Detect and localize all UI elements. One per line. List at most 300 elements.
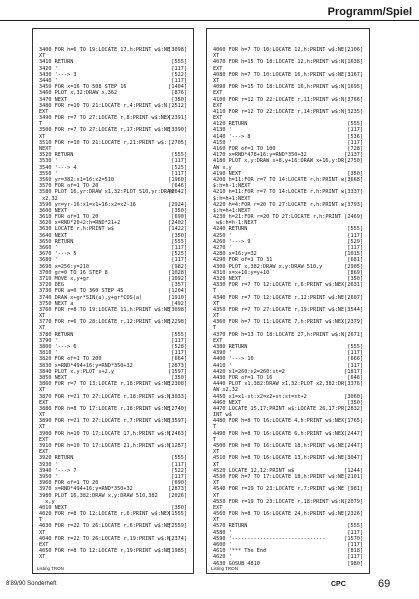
checksum: [1960] bbox=[168, 176, 187, 183]
checksum: [1597] bbox=[168, 368, 187, 375]
checksum: [2026] bbox=[168, 492, 187, 499]
code-text: 4150 ' bbox=[213, 139, 232, 146]
checksum: [2447] bbox=[344, 443, 363, 449]
checksum: [3235] bbox=[344, 108, 363, 115]
code-text: 4420 x1=260:x2=260:st=2 bbox=[213, 368, 285, 375]
checksum: [3544] bbox=[344, 306, 363, 313]
checksum: [117] bbox=[347, 245, 363, 251]
checksum: [117] bbox=[347, 529, 363, 536]
code-text: 3750 NEXT a bbox=[39, 300, 74, 307]
code-text: 3660 ' bbox=[39, 245, 58, 251]
checksum: [117] bbox=[347, 232, 363, 239]
code-text: 3630 LOCATE r,h:PRINT w$ bbox=[39, 226, 114, 233]
code-text: 4410 ' bbox=[213, 362, 232, 369]
checksum: [1015] bbox=[344, 251, 363, 258]
checksum: [555] bbox=[171, 238, 187, 245]
code-text: $:h=h-1:NEXT bbox=[213, 183, 251, 190]
checksum: [690] bbox=[171, 214, 187, 221]
code-text: 3830 x=RND*494+16:y=RND*350+32 bbox=[39, 362, 133, 369]
code-text: 3490 FOR r=7 TO 27:LOCATE r,8:PRINT w$:NEX bbox=[39, 115, 171, 122]
code-text: EXT bbox=[213, 337, 223, 344]
code-text: XT bbox=[39, 133, 46, 140]
code-text: 3510 FOR r=10 TO 21:LOCATE r,21:PRINT w$: bbox=[39, 139, 168, 146]
code-text: 3780 RETURN bbox=[39, 331, 74, 338]
code-text: T bbox=[213, 325, 217, 332]
code-text: 4580 ' bbox=[213, 529, 232, 536]
code-lines-right bbox=[213, 47, 363, 567]
code-text: XT bbox=[39, 529, 46, 536]
checksum: [681] bbox=[347, 257, 363, 264]
code-text: EXT bbox=[213, 65, 223, 72]
code-text: XT bbox=[213, 449, 220, 456]
checksum: [981] bbox=[347, 486, 363, 493]
checksum: [1092] bbox=[168, 275, 187, 282]
checksum: [117] bbox=[347, 554, 363, 561]
checksum: [2671] bbox=[344, 331, 363, 338]
checksum: [876] bbox=[171, 90, 187, 97]
checksum: [664] bbox=[171, 356, 187, 363]
checksum: [1287] bbox=[168, 443, 187, 449]
code-text: INT w$ bbox=[213, 412, 232, 419]
code-text: 4060 FOR h=7 TO 10:LOCATE 12,h:PRINT w$:NE bbox=[213, 47, 345, 53]
code-text: 4010 NEXT bbox=[39, 504, 68, 511]
checksum: [522] bbox=[171, 467, 187, 474]
code-text: EXT bbox=[39, 399, 49, 406]
code-text: EXT bbox=[39, 542, 49, 548]
checksum: [525] bbox=[171, 251, 187, 258]
code-text: 4560 FOR h=8 TO 16:LOCATE 24,h:PRINT w$:NE bbox=[213, 511, 345, 518]
checksum: [3033] bbox=[168, 393, 187, 400]
code-text: 4490 FOR h=8 TO 16:LOCATE 6,h:PRINT w$:NEX bbox=[213, 430, 345, 437]
code-text: XT bbox=[213, 517, 220, 524]
section-title: Programm/Spiel bbox=[327, 6, 412, 18]
code-text: XT bbox=[39, 325, 46, 332]
checksum: [3793] bbox=[344, 201, 363, 208]
listing-panel-right bbox=[206, 28, 370, 574]
checksum: [529] bbox=[347, 238, 363, 245]
checksum: [117] bbox=[171, 245, 187, 251]
checksum: [1555] bbox=[168, 511, 187, 518]
code-text: 3820 FOR of=1 TO 200 bbox=[39, 356, 102, 363]
checksum: [1404] bbox=[168, 84, 187, 91]
checksum: [2740] bbox=[168, 405, 187, 412]
code-text: 3980 PLOT 16,382:DRAW x,y:DRAW 510,382 bbox=[39, 492, 158, 499]
code-text: 4510 FOR h=8 TO 16:LOCATE 13,h:PRINT w$:NE bbox=[213, 455, 345, 462]
code-text: 3580 PLOT 16,yr:DRAW x1,32:PLOT 510,yr:DRAW bbox=[39, 189, 174, 196]
checksum: [1422] bbox=[168, 226, 187, 233]
header-rule bbox=[0, 20, 419, 21]
listing-caption-left: Listing TRON bbox=[37, 566, 64, 571]
magazine-logo: CPC bbox=[331, 581, 346, 588]
checksum: [2873] bbox=[168, 486, 187, 493]
code-text: 4360 FOR h=7 TO 11:LOCATE 7,h:PRINT w$:NEX bbox=[213, 319, 345, 326]
checksum: [2705] bbox=[168, 139, 187, 146]
code-text: 4170 x=RND*478+16:y=RND*350+32 bbox=[213, 152, 307, 159]
code-text: 4310 x=x+16:y=y+10 bbox=[213, 269, 270, 276]
code-text: XT bbox=[39, 424, 46, 431]
code-text: 4030 FOR r=22 TO 26:LOCATE r,6:PRINT w$:NE bbox=[39, 523, 171, 530]
checksum: [3390] bbox=[168, 127, 187, 134]
code-text: 3530 ' bbox=[39, 158, 58, 165]
code-text: 4120 RETURN bbox=[213, 121, 248, 128]
code-text: 4500 FOR h=8 TO 16:LOCATE 18,h:PRINT w$:NE bbox=[213, 443, 345, 449]
code-text: XT bbox=[39, 554, 46, 561]
code-text: 4250 ' bbox=[213, 232, 232, 239]
code-text: 4480 FOR h=8 TO 16:LOCATE 4,h:PRINT w$:NEX bbox=[213, 418, 345, 425]
code-text: 4330 FOR r=7 TO 12:LOCATE r,6:PRINT w$:NEX bbox=[213, 282, 345, 289]
code-text: 4390 ' bbox=[213, 350, 232, 357]
checksum: [3337] bbox=[344, 189, 363, 196]
checksum: [117] bbox=[171, 170, 187, 177]
page-number: 69 bbox=[378, 578, 391, 590]
checksum: [3167] bbox=[344, 71, 363, 78]
code-text: EXT bbox=[213, 102, 223, 109]
code-text: 3680 ' bbox=[39, 257, 58, 264]
code-text: 4020 FOR r=8 TO 12:LOCATE r,6:PRINT w$:NEX bbox=[39, 511, 171, 518]
checksum: [117] bbox=[347, 542, 363, 548]
checksum: [555] bbox=[171, 152, 187, 159]
code-text: 3440 ' bbox=[39, 77, 58, 84]
checksum: [2905] bbox=[344, 263, 363, 270]
checksum: [3668] bbox=[344, 176, 363, 183]
code-text: XT bbox=[213, 313, 220, 320]
checksum: [555] bbox=[347, 121, 363, 128]
code-text: T bbox=[39, 517, 43, 524]
code-text: 3940 '---> 7 bbox=[39, 467, 77, 474]
code-text: 3880 FOR h=8 TO 17:LOCATE r,18:PRINT w$:NE bbox=[39, 405, 171, 412]
code-text: 4610 '*** The End bbox=[213, 548, 267, 555]
checksum: [1204] bbox=[168, 288, 187, 295]
checksum: [555] bbox=[347, 523, 363, 530]
code-text: 3860 FOR r=7 TO 13:LOCATE r,18:PRINT w$:NE bbox=[39, 381, 171, 388]
code-text: EXT bbox=[213, 504, 223, 511]
code-text: $:h=h+1:NEXT bbox=[213, 195, 251, 202]
code-text: x2,32 bbox=[39, 195, 58, 202]
code-text: 3970 x=RND*494+16:y=RND*350+32 bbox=[39, 486, 133, 493]
checksum: [2106] bbox=[344, 47, 363, 53]
checksum: [2101] bbox=[344, 473, 363, 480]
code-text: 3950 ' bbox=[39, 473, 58, 480]
code-text: XT bbox=[213, 300, 220, 307]
code-text: T bbox=[39, 121, 43, 128]
code-text: 4090 FOR h=15 TO 18:LOCATE 16,h:PRINT w$:N bbox=[213, 84, 345, 91]
code-line bbox=[39, 554, 187, 560]
code-text: $:h=h+1:NEXT bbox=[213, 207, 251, 214]
checksum: [1910] bbox=[168, 294, 187, 301]
code-text: XT bbox=[213, 77, 220, 84]
checksum: [536] bbox=[347, 133, 363, 140]
code-text: 3910 FOR h=10 TO 17:LOCATE 21,h:PRINT w$:N bbox=[39, 443, 171, 449]
code-text: 3960 FOR of=1 TO 20 bbox=[39, 480, 99, 487]
code-text: 4620 ' bbox=[213, 554, 232, 561]
code-text: 4050 FOR r=8 TO 12:LOCATE r,19:PRINT w$:NE bbox=[39, 548, 171, 555]
code-text: 3600 NEXT bbox=[39, 207, 68, 214]
checksum: [117] bbox=[171, 257, 187, 264]
code-text: 3890 FOR r=21 TO 27:LOCATE r,7:PRINT w$:NE bbox=[39, 418, 171, 425]
listing-caption-right: Listing TRON bbox=[211, 566, 238, 571]
code-text: 4520 LOCATE 12,12:PRINT w$ bbox=[213, 467, 295, 474]
checksum: [2469] bbox=[344, 214, 363, 221]
checksum: [350] bbox=[347, 275, 363, 282]
code-text: 4380 RETURN bbox=[213, 344, 248, 350]
code-text: 4340 FOR r=7 TO 12:LOCATE r,12:PRINT w$:NE bbox=[213, 294, 345, 301]
code-text: 3920 RETURN bbox=[39, 455, 74, 462]
code-text: 4400 '---> 10 bbox=[213, 356, 254, 363]
checksum: [666] bbox=[347, 356, 363, 363]
checksum: [492] bbox=[171, 300, 187, 307]
checksum: [117] bbox=[347, 350, 363, 357]
checksum: [1244] bbox=[344, 467, 363, 474]
code-text: 3540 '---> 4 bbox=[39, 164, 77, 171]
checksum: [350] bbox=[171, 96, 187, 103]
code-text: T bbox=[213, 288, 217, 295]
code-text: AW x2,32 bbox=[213, 387, 238, 394]
code-text: 3930 ' bbox=[39, 461, 58, 468]
checksum: [2379] bbox=[344, 319, 363, 326]
code-text: 4300 PLOT x,382:DRAW x,y:DRAW 510,y bbox=[213, 263, 323, 270]
code-text: 3400 FOR h=6 TO 19:LOCATE 17,h:PRINT w$:NE bbox=[39, 47, 171, 53]
code-text: AW x,y bbox=[213, 164, 232, 171]
checksum: [2402] bbox=[168, 220, 187, 227]
code-text: 4550 FOR r=19 TO 23:LOCATE r,18:PRINT w$:N bbox=[213, 498, 345, 505]
checksum: [646] bbox=[171, 183, 187, 190]
code-text: 4290 FOR of=1 TO 31 bbox=[213, 257, 273, 264]
code-text: 4110 FOR r=12 TO 22:LOCATE r,14:PRINT w$:N bbox=[213, 108, 345, 115]
checksum: [1570] bbox=[344, 535, 363, 542]
code-text: w$:h=h-1:NEXT bbox=[213, 220, 257, 227]
code-text: 3570 FOR of=1 TO 20 bbox=[39, 183, 99, 190]
code-text: 3730 FOR a=0 TO 360 STEP 45 bbox=[39, 288, 124, 295]
code-text: x,y bbox=[39, 498, 55, 505]
checksum: [2924] bbox=[168, 201, 187, 208]
checksum: [2631] bbox=[344, 282, 363, 289]
checksum: [357] bbox=[171, 282, 187, 289]
checksum: [690] bbox=[171, 480, 187, 487]
code-text: 4140 '---> 8 bbox=[213, 133, 251, 140]
code-text: XT bbox=[213, 53, 220, 60]
code-text: 3790 ' bbox=[39, 337, 58, 344]
code-text: 4350 FOR r=7 TO 27:LOCATE r,19:PRINT w$:NE bbox=[213, 306, 345, 313]
code-text: 3740 DRAW x+gr*SIN(a),y+gr*COS(a) bbox=[39, 294, 143, 301]
checksum: [525] bbox=[171, 164, 187, 171]
checksum: [117] bbox=[347, 127, 363, 134]
checksum: [528] bbox=[171, 344, 187, 350]
code-text: 3700 gr=0 TO 16 STEP 8 bbox=[39, 269, 108, 276]
code-text: 3410 RETURN bbox=[39, 59, 74, 66]
code-text: 3810 ' bbox=[39, 350, 58, 357]
code-text: 3850 NEXT bbox=[39, 374, 68, 381]
code-text: 4470 LOCATE 15,17:PRINT w$:LOCATE 26,17:PR bbox=[213, 405, 345, 412]
code-text: 4240 RETURN bbox=[213, 226, 248, 233]
code-text: 3870 FOR r=21 TO 27:LOCATE r,18:PRINT w$:N bbox=[39, 393, 171, 400]
code-text: 4440 PLOT x1,382:DRAW x1,32:PLOT x2,382:DR bbox=[213, 381, 345, 388]
checksum: [2079] bbox=[344, 498, 363, 505]
checksum: [117] bbox=[347, 362, 363, 369]
checksum: [980] bbox=[347, 560, 363, 567]
checksum: [2607] bbox=[344, 294, 363, 301]
checksum: [117] bbox=[171, 461, 187, 468]
code-text: 3690 x=256:y=210 bbox=[39, 263, 89, 270]
checksum: [555] bbox=[347, 226, 363, 233]
checksum: [1985] bbox=[168, 548, 187, 555]
code-text: 4460 NEXT bbox=[213, 399, 242, 406]
code-text: 4220 h=4:FOR r=20 TO 27:LOCATE r,h:PRINT w bbox=[213, 201, 345, 208]
code-text: 3770 FOR r=6 TO 28:LOCATE r,12:PRINT w$:NE bbox=[39, 319, 171, 326]
code-text: XT bbox=[213, 492, 220, 499]
code-text: 3460 PLOT x,32:DRAW x,362 bbox=[39, 90, 118, 97]
code-text: T bbox=[213, 424, 217, 431]
checksum: [522] bbox=[171, 71, 187, 78]
checksum: [982] bbox=[171, 263, 187, 270]
code-text: 4190 NEXT bbox=[213, 170, 242, 177]
code-text: 3480 FOR r=10 TO 21:LOCATE r,4:PRINT w$:N bbox=[39, 102, 168, 109]
checksum: [350] bbox=[347, 399, 363, 406]
checksum: [2447] bbox=[344, 430, 363, 437]
checksum: [555] bbox=[347, 344, 363, 350]
checksum: [728] bbox=[347, 146, 363, 152]
checksum: [350] bbox=[171, 374, 187, 381]
checksum: [1765] bbox=[344, 418, 363, 425]
code-text: 3470 NEXT bbox=[39, 96, 68, 103]
code-text: 4160 FOR of=1 TO 100 bbox=[213, 146, 276, 152]
code-text: 4260 '---> 9 bbox=[213, 238, 251, 245]
code-text: 4130 ' bbox=[213, 127, 232, 134]
code-text: EXT bbox=[213, 115, 223, 122]
checksum: [117] bbox=[347, 139, 363, 146]
code-lines-left bbox=[39, 47, 187, 561]
checksum: [555] bbox=[171, 59, 187, 66]
checksum: [350] bbox=[171, 504, 187, 511]
code-text: 4590 '------------------------------ bbox=[213, 535, 326, 542]
code-text: XT bbox=[39, 53, 46, 60]
checksum: [869] bbox=[347, 269, 363, 276]
code-text: 4540 FOR r=19 TO 23:LOCATE r,7:PRINT w$:NE bbox=[213, 486, 345, 493]
checksum: [1028] bbox=[168, 269, 187, 276]
code-text: 3420 ' bbox=[39, 65, 58, 72]
checksum: [2391] bbox=[168, 115, 187, 122]
code-text: 4370 FOR h=13 TO 18:LOCATE 27,h:PRINT w$:N bbox=[213, 331, 345, 338]
checksum: [1817] bbox=[344, 368, 363, 375]
checksum: [1638] bbox=[344, 59, 363, 66]
code-text: 4320 NEXT bbox=[213, 275, 242, 282]
checksum: [2298] bbox=[168, 319, 187, 326]
checksum: [3642] bbox=[168, 189, 187, 196]
code-text: 4270 ' bbox=[213, 245, 232, 251]
code-text: 3450 FOR x=16 TO 508 STEP 16 bbox=[39, 84, 127, 91]
code-text: 3650 RETURN bbox=[39, 238, 74, 245]
checksum: [2463] bbox=[168, 430, 187, 437]
code-text: 3430 '---> 3 bbox=[39, 71, 77, 78]
checksum: [818] bbox=[347, 548, 363, 555]
code-text: 4200 h=11:FOR r=7 TO 14:LOCATE r,h:PRINT w bbox=[213, 176, 345, 183]
checksum: [2832] bbox=[344, 405, 363, 412]
code-text: T bbox=[213, 436, 217, 443]
checksum: [117] bbox=[171, 158, 187, 165]
checksum: [3098] bbox=[168, 306, 187, 313]
checksum: [2873] bbox=[168, 362, 187, 369]
code-text: XT bbox=[39, 313, 46, 320]
checksum: [2512] bbox=[168, 102, 187, 109]
code-text: 3760 FOR r=8 TO 19:LOCATE 11,h:PRINT w$:NE bbox=[39, 306, 171, 313]
code-text: 3560 yr=382:x1=16:x2=510 bbox=[39, 176, 114, 183]
code-text: 3500 FOR r=7 TO 27:LOCATE r,17:PRINT w$:NE bbox=[39, 127, 171, 134]
code-text: 3800 '---> 6 bbox=[39, 344, 77, 350]
code-text: EXT bbox=[213, 90, 223, 97]
code-text: NEXT bbox=[39, 146, 52, 152]
code-text: 4210 h=11:FOR r=7 TO 14:LOCATE r,h:PRINT w bbox=[213, 189, 345, 196]
checksum: [2559] bbox=[168, 523, 187, 530]
code-text: 3590 yr=yr-16:x1=x1+16:x2=x2-16 bbox=[39, 201, 136, 208]
code-text: 4570 RETURN bbox=[213, 523, 248, 530]
checksum: [1695] bbox=[344, 84, 363, 91]
code-text: 4180 PLOT x,y:DRAW x+8,y+16:DRAW x+16,y:DR bbox=[213, 158, 345, 165]
checksum: [117] bbox=[171, 65, 187, 72]
code-text: XT bbox=[213, 480, 220, 487]
checksum: [117] bbox=[171, 337, 187, 344]
code-text: 4280 x=16:y=32 bbox=[213, 251, 257, 258]
code-text: 4080 FOR h=7 TO 10:LOCATE 16,h:PRINT w$:NE bbox=[213, 71, 345, 78]
code-text: 4430 FOR of=1 TO 16 bbox=[213, 374, 273, 381]
code-text: EXT bbox=[39, 436, 49, 443]
checksum: [2750] bbox=[344, 158, 363, 165]
code-text: EXT bbox=[39, 449, 49, 456]
code-text: EXT bbox=[39, 108, 49, 115]
checksum: [117] bbox=[171, 77, 187, 84]
checksum: [3597] bbox=[168, 418, 187, 425]
checksum: [3766] bbox=[344, 96, 363, 103]
code-text: 4450 x1=x1-st:x2=x2+st:st=st+2 bbox=[213, 393, 307, 400]
checksum: [555] bbox=[171, 455, 187, 462]
checksum: [3376] bbox=[344, 381, 363, 388]
checksum: [350] bbox=[171, 232, 187, 239]
code-text: 3520 RETURN bbox=[39, 152, 74, 159]
code-text: 3710 MOVE x,y+gr bbox=[39, 275, 89, 282]
code-text: XT bbox=[39, 387, 46, 394]
code-text: 3550 ' bbox=[39, 170, 58, 177]
checksum: [3047] bbox=[344, 455, 363, 462]
code-text: 3720 DEG bbox=[39, 282, 64, 289]
issue-label: 8'89/90 Sonderheft bbox=[6, 581, 57, 587]
listing-panel-left bbox=[32, 28, 194, 574]
code-text: 3840 PLOT x,y:PLOT x+2,y bbox=[39, 368, 114, 375]
checksum: [2308] bbox=[168, 381, 187, 388]
checksum: [350] bbox=[347, 170, 363, 177]
checksum: [350] bbox=[171, 207, 187, 214]
code-text: 4630 GOSUB 4810 bbox=[213, 560, 260, 567]
checksum: [3060] bbox=[344, 393, 363, 400]
code-text: 3620 x=RND*20+2:h=RND*21+2 bbox=[39, 220, 121, 227]
code-text: 4040 FOR r=22 TO 26:LOCATE r,19:PRINT w$:N bbox=[39, 535, 171, 542]
code-text: 3640 NEXT bbox=[39, 232, 68, 239]
checksum: [2326] bbox=[344, 511, 363, 518]
checksum: [117] bbox=[171, 473, 187, 480]
code-text: 3900 FOR h=10 TO 17:LOCATE 17,h:PRINT w$:N bbox=[39, 430, 171, 437]
checksum: [3098] bbox=[168, 47, 187, 53]
code-text: XT bbox=[213, 461, 220, 468]
checksum: [2374] bbox=[168, 535, 187, 542]
checksum: [2137] bbox=[344, 152, 363, 159]
code-text: 3670 '---> 5 bbox=[39, 251, 77, 258]
code-text: 4230 h=21:FOR r=20 TO 27:LOCATE r,h:PRINT bbox=[213, 214, 342, 221]
code-text: XT bbox=[39, 412, 46, 419]
code-text: 3610 FOR of=1 TO 20 bbox=[39, 214, 99, 221]
checksum: [555] bbox=[171, 331, 187, 338]
code-text: 4070 FOR h=15 TO 18:LOCATE 12,h:PRINT w$:N bbox=[213, 59, 345, 66]
code-text: 4600 ' bbox=[213, 542, 232, 548]
checksum: [646] bbox=[347, 374, 363, 381]
code-text: 4530 FOR h=7 TO 17:LOCATE 18,h:PRINT w$:NE bbox=[213, 473, 345, 480]
code-text: 4100 FOR r=12 TO 22:LOCATE r,11:PRINT w$:N bbox=[213, 96, 345, 103]
